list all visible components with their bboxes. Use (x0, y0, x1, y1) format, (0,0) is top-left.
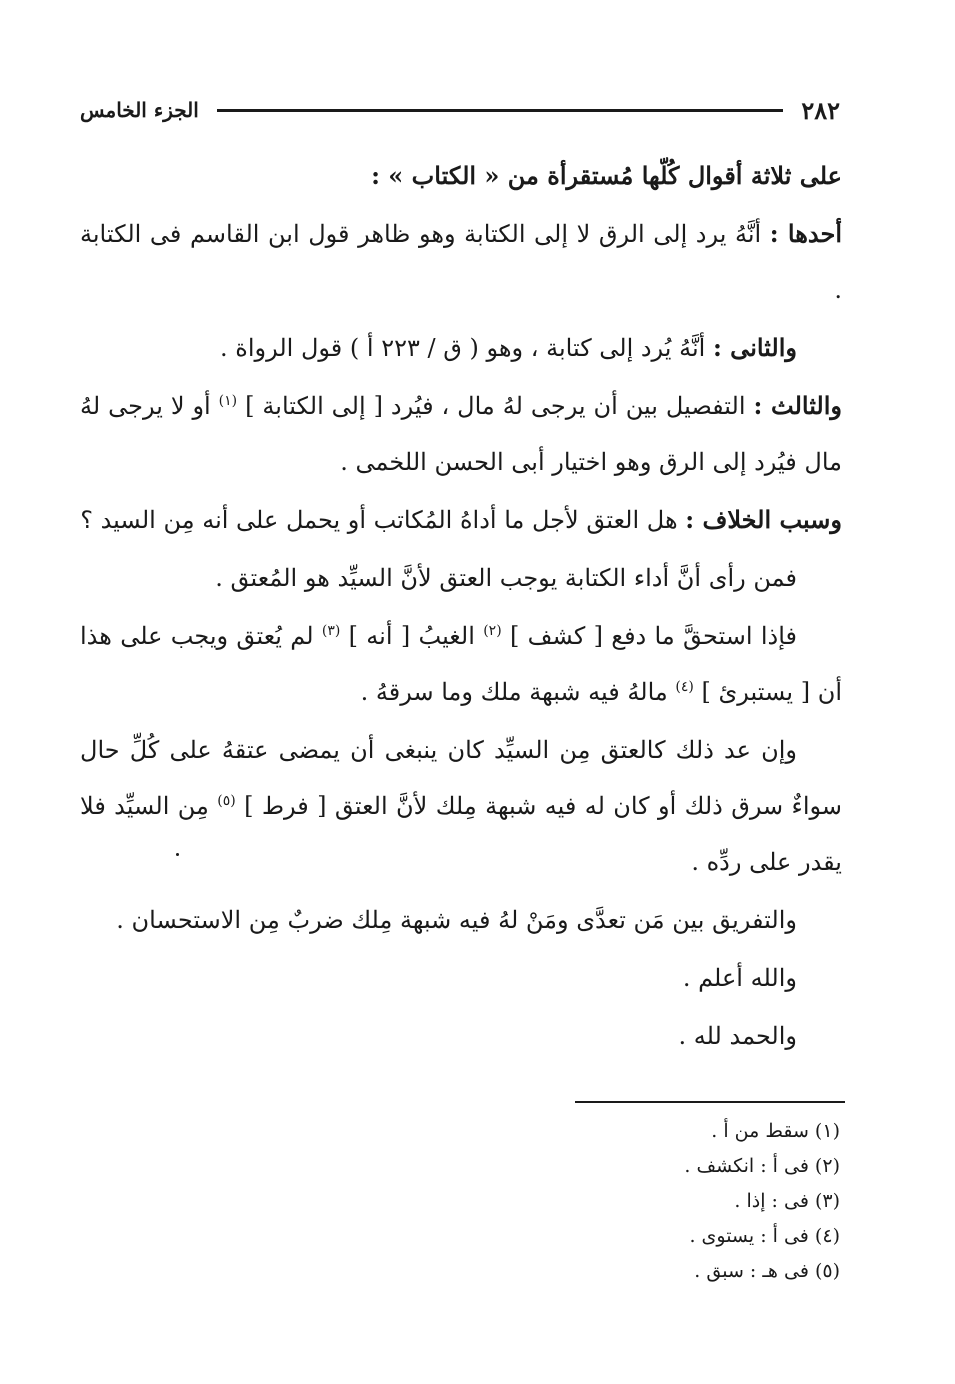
consequence-text-d: مالهُ فيه شبهة ملك وما سرقهُ . (360, 678, 668, 706)
page-number: ٢٨٢ (801, 95, 840, 125)
cause-text: هل العتق لأجل ما أداهُ المُكاتب أو يحمل على أنه مِن السيد ؟ (80, 506, 678, 534)
footnote-ref-4: (٤) (675, 679, 694, 695)
view-paragraph (80, 550, 842, 606)
third-opinion-lead: والثالث : (753, 391, 842, 420)
praise-text: والحمد لله . (678, 1022, 797, 1050)
footnotes (440, 1114, 840, 1289)
second-opinion-paragraph (80, 320, 842, 376)
footnote-4: (٤) فى أ : يستوى . (689, 1225, 840, 1247)
closing-praise (80, 1008, 842, 1064)
consequence-text-b: الغيبُ [ أنه ] (348, 622, 475, 650)
main-text (80, 148, 842, 1066)
allah-knows-text: والله أعلم . (682, 964, 797, 992)
footnote-ref-3: (٣) (321, 623, 341, 639)
consequence-text-c: لم يُعتق ويجب على هذا أن [ يستبرئ ] (80, 622, 842, 706)
footnote-2: (٢) فى أ : انكشف . (684, 1155, 840, 1177)
third-opinion-text-a: التفصيل بين أن يرجى لهُ مال ، فيُرد [ إلى الكتابة ] (245, 392, 746, 420)
alternative-paragraph (80, 722, 842, 890)
second-opinion-text: أنَّهُ يُرد إلى كتابة ، وهو ( ق / ٢٢٣ أ ) قول الرواة . (220, 334, 706, 362)
cause-paragraph (80, 492, 842, 548)
volume-title: الجزء الخامس (80, 98, 199, 122)
intro-paragraph (80, 148, 842, 204)
header-rule (217, 109, 784, 112)
third-opinion-paragraph (80, 378, 842, 490)
distinction-paragraph (80, 892, 842, 948)
footnote-ref-2: (٢) (483, 623, 502, 639)
footnote-ref-5: (٥) (217, 793, 236, 809)
footnote-ref-1: (١) (218, 393, 238, 409)
footnote-rule (575, 1101, 845, 1103)
first-opinion-lead: أحدها : (769, 219, 843, 248)
intro-text: على ثلاثة أقوال كُلّها مُستقرأة من « الكتاب » : (371, 161, 842, 190)
running-header (80, 92, 840, 128)
alternative-text-b: مِن السيِّد فلا يقدر على ردِّه . (80, 792, 842, 876)
footnote-5: (٥) فى هـ : سبق . (694, 1260, 840, 1282)
ink-fleck (176, 853, 179, 856)
footnote-3: (٣) فى : إذا . (734, 1190, 840, 1212)
closing-allah-knows (80, 950, 842, 1006)
cause-lead: وسبب الخلاف : (685, 505, 842, 534)
second-opinion-lead: والثانى : (712, 333, 797, 362)
footnote-1: (١) سقط من أ . (711, 1120, 840, 1142)
consequence-text-a: فإذا استحقَّ ما دفع [ كشف ] (509, 622, 797, 650)
first-opinion-text: أنَّهُ يرد إلى الرق لا إلى الكتابة وهو ظاهر قول ابن القاسم فى الكتابة . (80, 220, 842, 304)
distinction-text: والتفريق بين مَن تعدَّى ومَنْ لهُ فيه شبهة مِلك ضربٌ مِن الاستحسان . (116, 906, 797, 934)
first-opinion-paragraph (80, 206, 842, 318)
third-opinion-text-b: أو لا يرجى لهُ مال فيُرد إلى الرق وهو اختيار أبى الحسن اللخمى . (80, 392, 842, 476)
alternative-text-a: وإن عد ذلك كالعتق مِن السيِّد كان ينبغى أن يمضى عتقهُ على كُلِّ حال سواءٌ سرق ذلك أو كان له فيه شبهة مِلك لأنَّ العتق [ فرط ] (80, 736, 842, 820)
view-text: فمن رأى أنَّ أداء الكتابة يوجب العتق لأنَّ السيِّد هو المُعتق . (215, 564, 797, 592)
consequence-paragraph (80, 608, 842, 720)
